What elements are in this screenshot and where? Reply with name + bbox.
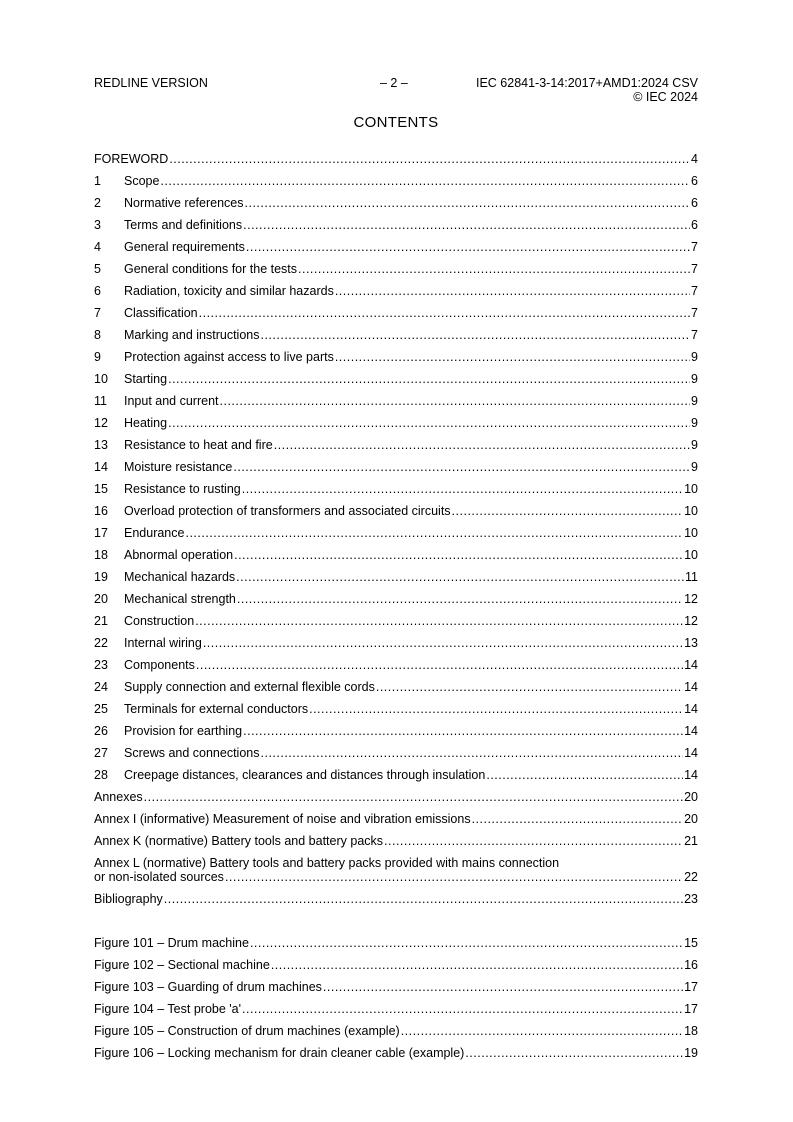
- toc-entry-page: 21: [684, 834, 698, 848]
- dot-leader: [243, 218, 690, 232]
- toc-entry-page: 14: [684, 768, 698, 782]
- toc-entry-text: Mechanical hazards: [124, 570, 236, 584]
- dot-leader: [203, 636, 683, 650]
- dot-leader: [237, 592, 683, 606]
- toc-entry-number: 16: [94, 504, 108, 518]
- toc-entry-text: General requirements: [124, 240, 245, 254]
- toc-entry[interactable]: [94, 518, 698, 540]
- toc-entry[interactable]: [94, 386, 698, 408]
- toc-entry-page: 14: [684, 680, 698, 694]
- toc-entry-text: Terms and definitions: [124, 218, 243, 232]
- toc-entry[interactable]: [94, 144, 698, 166]
- toc-entry-number: 11: [94, 394, 107, 408]
- toc-entry[interactable]: [94, 540, 698, 562]
- toc-entry-text: Construction: [124, 614, 195, 628]
- toc-entry-text: Marking and instructions: [124, 328, 260, 342]
- toc-entry-page: 9: [691, 350, 698, 364]
- toc-entry-page: 16: [684, 958, 698, 972]
- toc-entry-text: Bibliography: [94, 892, 163, 906]
- toc-entry-text: Radiation, toxicity and similar hazards: [124, 284, 334, 298]
- toc-entry-page: 12: [684, 592, 698, 606]
- toc-entry-text-continued: or non-isolated sources: [94, 870, 224, 884]
- toc-entry[interactable]: [94, 694, 698, 716]
- dot-leader: [335, 350, 690, 364]
- toc-entry-page: 9: [691, 438, 698, 452]
- toc-entry-page: 14: [684, 702, 698, 716]
- toc-entry-text: FOREWORD: [94, 152, 169, 166]
- toc-entry[interactable]: [94, 716, 698, 738]
- toc-entry-page: 12: [684, 614, 698, 628]
- toc-entry-text: Annex I (informative) Measurement of noise and vibration emissions: [94, 812, 471, 826]
- toc-entry[interactable]: [94, 496, 698, 518]
- toc-entry-text: Classification: [124, 306, 198, 320]
- toc-entry-bibliography[interactable]: [94, 884, 698, 906]
- dot-leader: [168, 416, 690, 430]
- toc-entry-text: Moisture resistance: [124, 460, 233, 474]
- header-version: REDLINE VERSION: [94, 76, 208, 90]
- figure-entry[interactable]: [94, 994, 698, 1016]
- toc-entry-text: Overload protection of transformers and associated circuits: [124, 504, 451, 518]
- toc-entry-page: 17: [684, 1002, 698, 1016]
- header-standard-id: IEC 62841-3-14:2017+AMD1:2024 CSV: [475, 76, 698, 90]
- toc-entry-number: 9: [94, 350, 101, 364]
- toc-entry-text: Input and current: [124, 394, 219, 408]
- dot-leader: [196, 658, 683, 672]
- dot-leader: [242, 482, 683, 496]
- dot-leader: [225, 870, 683, 884]
- toc-entry[interactable]: [94, 650, 698, 672]
- dot-leader: [199, 306, 690, 320]
- toc-entry[interactable]: [94, 562, 698, 584]
- toc-entry-number: 2: [94, 196, 101, 210]
- page-header: [94, 76, 698, 110]
- dot-leader: [298, 262, 690, 276]
- toc-entry-text: Internal wiring: [124, 636, 202, 650]
- toc-entry-text: Creepage distances, clearances and distances through insulation: [124, 768, 486, 782]
- toc-entry-text: Endurance: [124, 526, 185, 540]
- dot-leader: [246, 240, 690, 254]
- toc-entry-text: Normative references: [124, 196, 244, 210]
- toc-entry-page: 11: [685, 570, 698, 584]
- toc-entry-text: Starting: [124, 372, 168, 386]
- toc-entry[interactable]: [94, 782, 698, 804]
- toc-entry-text: Protection against access to live parts: [124, 350, 334, 364]
- dot-leader: [220, 394, 691, 408]
- dot-leader: [274, 438, 690, 452]
- toc-entry-number: 19: [94, 570, 108, 584]
- section-gap: [94, 906, 698, 928]
- toc-entry-page: 14: [684, 724, 698, 738]
- toc-entry[interactable]: [94, 188, 698, 210]
- header-copyright: © IEC 2024: [633, 90, 698, 104]
- toc-entry-page: 7: [691, 262, 698, 276]
- toc-entry-page: 15: [684, 936, 698, 950]
- toc-entry-page: 9: [691, 416, 698, 430]
- dot-leader: [195, 614, 683, 628]
- toc-entry-number: 10: [94, 372, 108, 386]
- toc-entry[interactable]: [94, 826, 698, 848]
- toc-entry-number: 5: [94, 262, 101, 276]
- toc-entry[interactable]: [94, 584, 698, 606]
- toc-entry-page: 10: [684, 504, 698, 518]
- toc-entry-page: 6: [691, 196, 698, 210]
- dot-leader: [236, 570, 684, 584]
- dot-leader: [168, 372, 690, 386]
- dot-leader: [164, 892, 683, 906]
- toc-entry[interactable]: [94, 628, 698, 650]
- toc-entry[interactable]: [94, 804, 698, 826]
- toc-entry-text: Scope: [124, 174, 160, 188]
- toc-entry-text: Figure 102 – Sectional machine: [94, 958, 270, 972]
- toc-entry-page: 7: [691, 328, 698, 342]
- figure-entry[interactable]: [94, 950, 698, 972]
- toc-entry-number: 28: [94, 768, 108, 782]
- figure-entry[interactable]: [94, 928, 698, 950]
- toc-entry-number: 24: [94, 680, 108, 694]
- toc-entry-number: 1: [94, 174, 101, 188]
- toc-entry[interactable]: [94, 166, 698, 188]
- dot-leader: [323, 980, 683, 994]
- toc-entry-number: 15: [94, 482, 108, 496]
- toc-entry-text: Annexes: [94, 790, 143, 804]
- toc-entry-text: Terminals for external conductors: [124, 702, 309, 716]
- toc-entry-text: Resistance to rusting: [124, 482, 241, 496]
- toc-entry[interactable]: [94, 298, 698, 320]
- toc-entry-page: 20: [684, 790, 698, 804]
- toc-entry-number: 21: [94, 614, 108, 628]
- toc-entry-page: 4: [691, 152, 698, 166]
- toc-entry-page: 13: [684, 636, 698, 650]
- header-page-number: – 2 –: [380, 76, 408, 90]
- toc-entries: [94, 144, 698, 848]
- toc-entry-text: Mechanical strength: [124, 592, 236, 606]
- toc-entry[interactable]: [94, 210, 698, 232]
- toc-entry-page: 22: [684, 870, 698, 884]
- toc-entry-number: 26: [94, 724, 108, 738]
- dot-leader: [233, 460, 690, 474]
- toc-entry-annex-l[interactable]: [94, 848, 698, 884]
- toc-entry-page: 7: [691, 284, 698, 298]
- toc-entry-text: Annex L (normative) Battery tools and battery packs provided with mains connection: [94, 856, 560, 870]
- toc-entry-page: 6: [691, 218, 698, 232]
- toc-entry-text: Figure 105 – Construction of drum machines (example): [94, 1024, 400, 1038]
- toc-entry-number: 23: [94, 658, 108, 672]
- header-standard: [476, 76, 698, 104]
- toc-entry[interactable]: [94, 364, 698, 386]
- toc-entry-number: 7: [94, 306, 101, 320]
- dot-leader: [401, 1024, 683, 1038]
- toc-entry-number: 22: [94, 636, 108, 650]
- list-of-figures: [94, 928, 698, 1060]
- toc-entry-number: 3: [94, 218, 101, 232]
- toc-entry-number: 13: [94, 438, 108, 452]
- toc-entry-number: 14: [94, 460, 108, 474]
- toc-entry-page: 14: [684, 746, 698, 760]
- toc-entry[interactable]: [94, 276, 698, 298]
- dot-leader: [243, 724, 683, 738]
- toc-entry-page: 14: [684, 658, 698, 672]
- dot-leader: [486, 768, 683, 782]
- toc-entry-text: General conditions for the tests: [124, 262, 298, 276]
- toc-entry[interactable]: [94, 254, 698, 276]
- toc-entry-text: Annex K (normative) Battery tools and battery packs: [94, 834, 384, 848]
- toc-entry-text: Figure 101 – Drum machine: [94, 936, 249, 950]
- dot-leader: [250, 936, 683, 950]
- toc-entry-text: Supply connection and external flexible cords: [124, 680, 375, 694]
- page-title: CONTENTS: [353, 114, 439, 131]
- toc-entry-page: 17: [684, 980, 698, 994]
- table-of-contents: [94, 144, 698, 1060]
- toc-entry[interactable]: [94, 672, 698, 694]
- dot-leader: [261, 746, 684, 760]
- toc-entry[interactable]: [94, 474, 698, 496]
- toc-entry[interactable]: [94, 408, 698, 430]
- toc-entry-page: 19: [684, 1046, 698, 1060]
- toc-entry-text: Provision for earthing: [124, 724, 243, 738]
- dot-leader: [309, 702, 683, 716]
- toc-entry-page: 9: [691, 460, 698, 474]
- toc-entry-text: Resistance to heat and fire: [124, 438, 273, 452]
- dot-leader: [242, 1002, 683, 1016]
- dot-leader: [245, 196, 691, 210]
- toc-entry-text: Screws and connections: [124, 746, 260, 760]
- toc-entry-number: 17: [94, 526, 108, 540]
- figure-entry[interactable]: [94, 972, 698, 994]
- dot-leader: [185, 526, 683, 540]
- toc-entry-page: 10: [684, 526, 698, 540]
- toc-entry-page: 9: [691, 394, 698, 408]
- toc-entry-page: 7: [691, 240, 698, 254]
- toc-entry-text: Components: [124, 658, 195, 672]
- toc-entry[interactable]: [94, 452, 698, 474]
- toc-entry-page: 9: [691, 372, 698, 386]
- toc-entry[interactable]: [94, 320, 698, 342]
- toc-entry-number: 8: [94, 328, 101, 342]
- toc-entry-text: Abnormal operation: [124, 548, 234, 562]
- dot-leader: [376, 680, 683, 694]
- dot-leader: [452, 504, 684, 518]
- toc-entry-number: 27: [94, 746, 108, 760]
- toc-entry-number: 12: [94, 416, 108, 430]
- toc-entry[interactable]: [94, 342, 698, 364]
- toc-entry-text: Figure 104 – Test probe 'a': [94, 1002, 241, 1016]
- toc-entry-number: 4: [94, 240, 101, 254]
- toc-entry-number: 6: [94, 284, 101, 298]
- toc-entry[interactable]: [94, 738, 698, 760]
- toc-entry-page: 20: [684, 812, 698, 826]
- dot-leader: [169, 152, 690, 166]
- dot-leader: [234, 548, 683, 562]
- dot-leader: [472, 812, 684, 826]
- dot-leader: [335, 284, 690, 298]
- figure-entry[interactable]: [94, 1038, 698, 1060]
- dot-leader: [260, 328, 690, 342]
- toc-entry[interactable]: [94, 760, 698, 782]
- toc-entry-number: 18: [94, 548, 108, 562]
- dot-leader: [160, 174, 690, 188]
- toc-entry-number: 25: [94, 702, 108, 716]
- toc-entry-page: 18: [684, 1024, 698, 1038]
- figure-entry[interactable]: [94, 1016, 698, 1038]
- dot-leader: [465, 1046, 683, 1060]
- toc-entry-text: Heating: [124, 416, 168, 430]
- toc-entry-page: 7: [691, 306, 698, 320]
- dot-leader: [384, 834, 683, 848]
- toc-entry[interactable]: [94, 232, 698, 254]
- toc-entry-page: 10: [684, 548, 698, 562]
- dot-leader: [271, 958, 683, 972]
- toc-entry[interactable]: [94, 430, 698, 452]
- toc-entry-page: 23: [684, 892, 698, 906]
- toc-entry-page: 6: [691, 174, 698, 188]
- dot-leader: [144, 790, 683, 804]
- toc-entry[interactable]: [94, 606, 698, 628]
- toc-entry-text: Figure 106 – Locking mechanism for drain cleaner cable (example): [94, 1046, 465, 1060]
- toc-entry-page: 10: [684, 482, 698, 496]
- toc-entry-number: 20: [94, 592, 108, 606]
- toc-entry-text: Figure 103 – Guarding of drum machines: [94, 980, 322, 994]
